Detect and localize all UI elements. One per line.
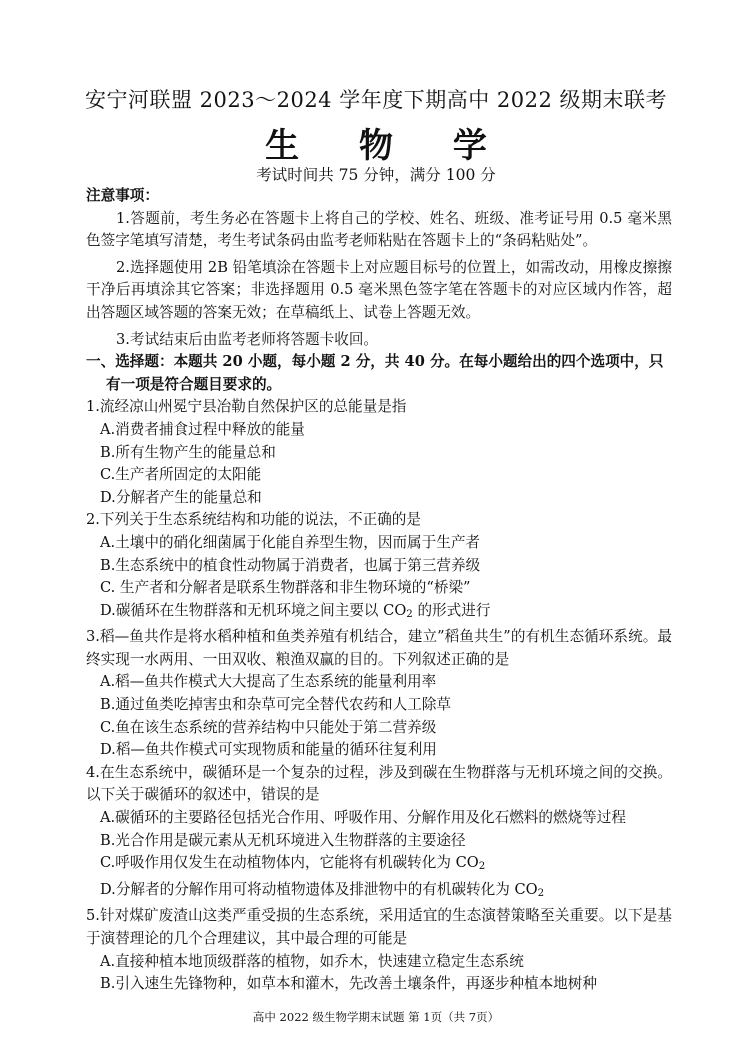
question-5 xyxy=(86,905,672,995)
option-c xyxy=(86,852,672,879)
option-d: D.稻—鱼共作模式可实现物质和能量的循环往复利用 xyxy=(100,741,437,759)
exam-time-info: 考试时间共 75 分钟，满分 100 分 xyxy=(256,166,496,184)
option-text: D.分解者的分解作用可将动植物遗体及排泄物中的有机碳转化为 CO xyxy=(100,880,538,898)
question-stem: 1.流经凉山州冕宁县冶勒自然保护区的总能量是指 xyxy=(86,398,407,416)
notice-item: 3.考试结束后由监考老师将答题卡收回。 xyxy=(116,330,379,348)
option-d xyxy=(86,879,672,906)
question-stem: 5.针对煤矿废渣山这类严重受损的生态系统，采用适宜的生态演替策略至关重要。以下是基于演替理论的几个合理建议，其中最合理的可能是 xyxy=(86,907,672,947)
subscript: 2 xyxy=(478,861,486,873)
option-c: C. 生产者和分解者是联系生物群落和非生物环境的“桥梁” xyxy=(100,579,471,597)
subject-title: 生 物 学 xyxy=(265,126,511,166)
question-stem: 3.稻—鱼共作是将水稻种植和鱼类养殖有机结合，建立”稻鱼共生”的有机生态循环系统。最终实现一水两用、一田双收、粮渔双赢的目的。下列叙述正确的是 xyxy=(86,628,672,668)
subscript: 2 xyxy=(537,887,545,899)
exam-content xyxy=(86,185,672,996)
option-b: B.生态系统中的植食性动物属于消费者，也属于第三营养级 xyxy=(100,556,481,574)
section-heading: 一、选择题：本题共 20 小题，每小题 2 分，共 40 分。在每小题给出的四个选项中，只有一项是符合题目要求的。 xyxy=(86,353,664,393)
notice-item: 2.选择题使用 2B 铅笔填涂在答题卡上对应题目标号的位置上，如需改动，用橡皮擦擦干净后再填涂其它答案；非选择题用 0.5 毫米黑色签字笔在答题卡的对应区域内作答，超出答题区域答题的答案无效；在草稿纸上、试卷上答题无效。 xyxy=(86,258,672,321)
option-a: A.稻—鱼共作模式大大提高了生态系统的能量利用率 xyxy=(100,673,437,691)
question-3 xyxy=(86,626,672,762)
option-c: C.生产者所固定的太阳能 xyxy=(100,466,262,484)
question-stem: 4.在生态系统中，碳循环是一个复杂的过程，涉及到碳在生物群落与无机环境之间的交换。以下关于碳循环的叙述中，错误的是 xyxy=(86,763,672,804)
option-text: 的形式进行 xyxy=(417,601,491,619)
subscript: 2 xyxy=(406,608,413,620)
option-b: B.引入速生先锋物种，如草本和灌木，先改善土壤条件，再逐步种植本地树种 xyxy=(100,975,597,993)
option-d xyxy=(86,600,672,627)
page-footer: 高中 2022 级生物学期末试题 第 1页（共 7页） xyxy=(252,1010,500,1024)
option-c: C.鱼在该生态系统的营养结构中只能处于第二营养级 xyxy=(100,718,437,736)
option-text: C.呼吸作用仅发生在动植物体内，它能将有机碳转化为 CO xyxy=(100,854,479,872)
option-a: A.直接种植本地顶级群落的植物，如乔木，快速建立稳定生态系统 xyxy=(100,952,524,970)
option-a: A.碳循环的主要路径包括光合作用、呼吸作用、分解作用及化石燃料的燃烧等过程 xyxy=(100,809,626,827)
option-d: D.分解者产生的能量总和 xyxy=(100,488,262,506)
notice-item: 1.答题前，考生务必在答题卡上将自己的学校、姓名、班级、准考证号用 0.5 毫米黑色签字笔填写清楚，考生考试条码由监考老师粘贴在答题卡上的“条码粘贴处”。 xyxy=(86,209,672,250)
option-a: A.土壤中的硝化细菌属于化能自养型生物，因而属于生产者 xyxy=(100,533,481,551)
exam-title: 安宁河联盟 2023～2024 学年度下期高中 2022 级期末联考 xyxy=(84,88,668,112)
question-1 xyxy=(86,396,672,509)
question-2 xyxy=(86,509,672,626)
option-a: A.消费者捕食过程中释放的能量 xyxy=(100,420,305,438)
option-b: B.光合作用是碳元素从无机环境进入生物群落的主要途径 xyxy=(100,831,466,849)
question-stem: 2.下列关于生态系统结构和功能的说法，不正确的是 xyxy=(86,511,421,529)
notice-title: 注意事项： xyxy=(86,187,159,204)
option-b: B.通过鱼类吃掉害虫和杂草可完全替代农药和人工除草 xyxy=(100,696,452,714)
question-4 xyxy=(86,762,672,906)
option-text: D.碳循环在生物群落和无机环境之间主要以 CO xyxy=(100,601,407,619)
option-b: B.所有生物产生的能量总和 xyxy=(100,443,276,461)
